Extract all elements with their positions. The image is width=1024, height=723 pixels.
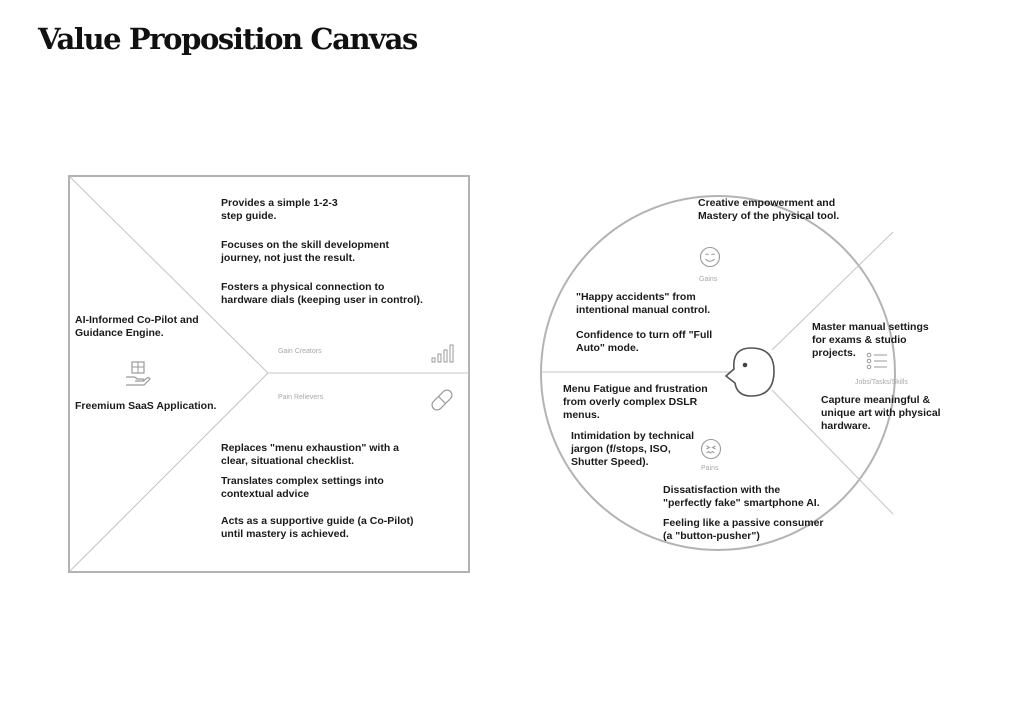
pain-item-1: Menu Fatigue and frustration from overly complex DSLR menus. (563, 383, 708, 421)
gain-creator-item-1: Provides a simple 1-2-3 step guide. (221, 197, 338, 222)
pain-reliever-item-3: Acts as a supportive guide (a Co-Pilot) until mastery is achieved. (221, 515, 414, 540)
gains-label: Gains (699, 276, 718, 283)
gain-item-1: Creative empowerment and Mastery of the physical tool. (698, 197, 840, 222)
page-title: Value Proposition Canvas (38, 22, 417, 56)
job-item-1: Master manual settings for exams & studio projects. (812, 321, 929, 359)
pain-reliever-item-2: Translates complex settings into contextual advice (221, 475, 384, 500)
pain-relievers-label: Pain Relievers (278, 394, 324, 401)
gain-item-2: "Happy accidents" from intentional manual control. (576, 291, 711, 316)
gain-creator-item-3: Fosters a physical connection to hardware dials (keeping user in control). (221, 281, 423, 306)
gift-box-hand-icon (124, 360, 152, 388)
gain-creators-label: Gain Creators (278, 348, 322, 355)
job-item-2: Capture meaningful & unique art with physical hardware. (821, 394, 941, 432)
pains-label: Pains (701, 465, 719, 472)
smiley-face-icon (699, 246, 721, 268)
pill-icon (428, 386, 456, 414)
pain-item-2: Intimidation by technical jargon (f/stops, ISO, Shutter Speed). (571, 430, 695, 468)
checklist-icon (866, 352, 888, 370)
pain-reliever-item-1: Replaces "menu exhaustion" with a clear, situational checklist. (221, 442, 400, 467)
sad-face-icon (700, 438, 722, 460)
product-item-1: AI-Informed Co-Pilot and Guidance Engine. (75, 314, 199, 339)
bar-chart-icon (431, 343, 457, 363)
pain-item-4: Feeling like a passive consumer (a "button-pusher") (663, 517, 824, 542)
gain-creator-item-2: Focuses on the skill development journey, not just the result. (221, 239, 390, 264)
pain-item-3: Dissatisfaction with the "perfectly fake" smartphone AI. (663, 484, 820, 509)
customer-head-icon (724, 344, 778, 400)
gain-item-3: Confidence to turn off "Full Auto" mode. (576, 329, 713, 354)
jobs-label: Jobs/Tasks/Skills (855, 379, 908, 386)
product-item-2: Freemium SaaS Application. (75, 400, 217, 412)
